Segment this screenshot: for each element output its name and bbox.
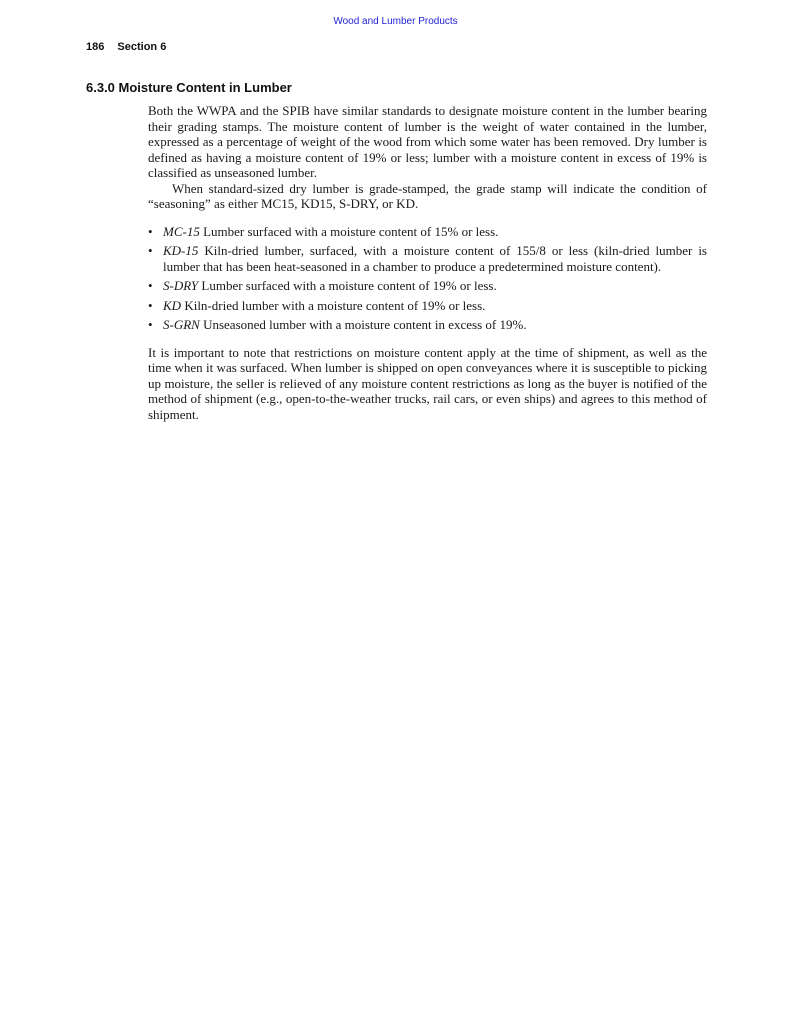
term: S-DRY (163, 278, 199, 293)
bullet-icon: • (148, 317, 153, 332)
paragraph: Both the WWPA and the SPIB have similar standards to designate moisture content in the lumber bearing their grading stamps. The moisture content of lumber is the weight of water contained in the lumber, expressed as a percentage of weight of the wood from which some water has been removed. Dry lumber is defined as having a moisture content of 19% or less; lumber with a moisture content in excess of 19% is classified as unseasoned lumber. (148, 103, 707, 180)
definition: Kiln-dried lumber with a moisture content of 19% or less. (184, 297, 486, 313)
definition: Unseasoned lumber with a moisture content in excess of 19%. (203, 317, 527, 332)
bullet-icon: • (148, 243, 153, 258)
list-item (148, 243, 707, 274)
definition: Kiln-dried lumber, surfaced, with a moisture content of 155/8 or less (kiln-dried lumber is lumber that has been heat-seasoned in a chamber to produce a predetermined moisture content). (163, 243, 707, 274)
seasoning-list (148, 224, 707, 333)
body-text (148, 103, 707, 422)
list-item (148, 224, 707, 240)
bullet-icon: • (148, 278, 153, 293)
paragraph: When standard-sized dry lumber is grade-stamped, the grade stamp will indicate the condition of “seasoning” as either MC15, KD15, S-DRY, or KD. (148, 180, 707, 211)
definition: Lumber surfaced with a moisture content of 19% or less. (201, 278, 497, 293)
term: MC-15 (163, 223, 200, 239)
section-label: Section 6 (117, 41, 167, 53)
bullet-icon: • (148, 297, 153, 313)
page-header (86, 41, 166, 53)
bullet-icon: • (148, 223, 153, 239)
running-head: Wood and Lumber Products (333, 16, 458, 27)
list-item (148, 298, 707, 314)
list-item (148, 278, 707, 294)
term: KD-15 (163, 243, 199, 258)
list-item (148, 317, 707, 333)
section-heading: 6.3.0 Moisture Content in Lumber (86, 80, 292, 95)
definition: Lumber surfaced with a moisture content of 15% or less. (203, 223, 499, 239)
closing-paragraph: It is important to note that restrictions on moisture content apply at the time of shipment, as well as the time when it was surfaced. When lumber is shipped on open conveyances where it is susceptible to picking up moisture, the seller is relieved of any moisture content restrictions as long as the buyer is notified of the method of shipment (e.g., open-to-the-weather trucks, rail cars, or even ships) and agrees to this method of shipment. (148, 344, 707, 422)
page-number: 186 (86, 41, 105, 53)
term: S-GRN (163, 317, 200, 332)
term: KD (163, 297, 182, 313)
